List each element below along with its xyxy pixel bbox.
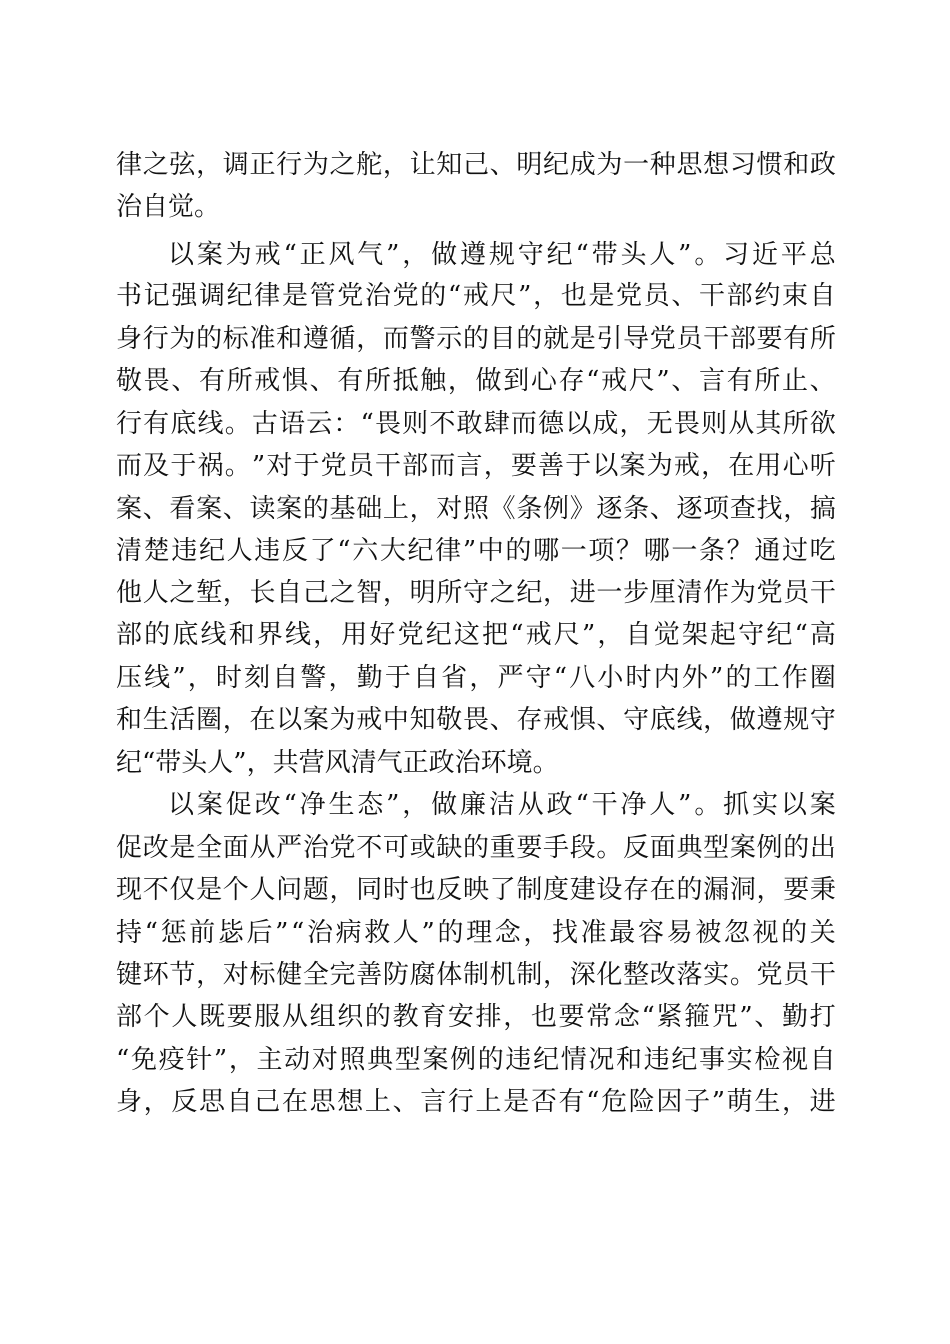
text-line: 书 记 强 调 纪 律 是 管 党 治 党 的 “ 戒 尺 ” ， 也 是 党 员 、 干 部 约 束 自 (116, 281, 836, 311)
paragraph-start-line: 以 案 为 戒 “ 正 风 气 ” ， 做 遵 规 守 纪 “ 带 头 人 ” 。 习 近 平 总 (168, 240, 836, 270)
text-line: “ 免 疫 针 ” ， 主 动 对 照 典 型 案 例 的 违 纪 情 况 和 违 纪 事 实 检 视 自 (116, 1045, 836, 1075)
paragraph-start-line: 以 案 促 改 “ 净 生 态 ” ， 做 廉 洁 从 政 “ 干 净 人 ” 。 抓 实 以 案 (168, 790, 836, 820)
text-line: 案 、 看 案 、 读 案 的 基 础 上 ， 对 照 《 条 例 》 逐 条 、 逐 项 查 找 ， 搞 (116, 494, 836, 524)
text-line: 敬 畏 、 有 所 戒 惧 、 有 所 抵 触 ， 做 到 心 存 “ 戒 尺 ” 、 言 有 所 止 、 (116, 366, 836, 396)
text-line: 律 之 弦 ， 调 正 行 为 之 舵 ， 让 知 己 、 明 纪 成 为 一 种 思 想 习 惯 和 政 (116, 150, 836, 180)
text-line: 持 “ 惩 前 毖 后 ” “ 治 病 救 人 ” 的 理 念 ， 找 准 最 容 易 被 忽 视 的 关 (116, 918, 836, 948)
text-line: 促 改 是 全 面 从 严 治 党 不 可 或 缺 的 重 要 手 段 。 反 面 典 型 案 例 的 出 (116, 833, 836, 863)
text-line: 身 ， 反 思 自 己 在 思 想 上 、 言 行 上 是 否 有 “ 危 险 因 子 ” 萌 生 ， 进 (116, 1087, 836, 1117)
text-line: 身 行 为 的 标 准 和 遵 循 ， 而 警 示 的 目 的 就 是 引 导 党 员 干 部 要 有 所 (116, 324, 836, 354)
text-line: 键 环 节 ， 对 标 健 全 完 善 防 腐 体 制 机 制 ， 深 化 整 改 落 实 。 党 员 干 (116, 960, 836, 990)
text-line: 清 楚 违 纪 人 违 反 了 “ 六 大 纪 律 ” 中 的 哪 一 项 ？ 哪 一 条 ？ 通 过 吃 (116, 536, 836, 566)
text-line: 和 生 活 圈 ， 在 以 案 为 戒 中 知 敬 畏 、 存 戒 惧 、 守 底 线 ， 做 遵 规 守 (116, 705, 836, 735)
text-line: 压 线 ” ， 时 刻 自 警 ， 勤 于 自 省 ， 严 守 “ 八 小 时 内 外 ” 的 工 作 圈 (116, 663, 836, 693)
text-line: 他 人 之 堑 ， 长 自 己 之 智 ， 明 所 守 之 纪 ， 进 一 步 厘 清 作 为 党 员 干 (116, 578, 836, 608)
text-line: 现 不 仅 是 个 人 问 题 ， 同 时 也 反 映 了 制 度 建 设 存 在 的 漏 洞 ， 要 秉 (116, 875, 836, 905)
text-line: 而 及 于 祸 。 ” 对 于 党 员 干 部 而 言 ， 要 善 于 以 案 为 戒 ， 在 用 心 听 (116, 451, 836, 481)
text-line: 部 个 人 既 要 服 从 组 织 的 教 育 安 排 ， 也 要 常 念 “ 紧 箍 咒 ” 、 勤 打 (116, 1002, 836, 1032)
text-line: 行 有 底 线 。 古 语 云 ： “ 畏 则 不 敢 肆 而 德 以 成 ， 无 畏 则 从 其 所 欲 (116, 409, 836, 439)
text-line: 部 的 底 线 和 界 线 ， 用 好 党 纪 这 把 “ 戒 尺 ” ， 自 觉 架 起 守 纪 “ 高 (116, 620, 836, 650)
text-line: 纪“带头人”，共营风清气正政治环境。 (116, 748, 559, 778)
text-line: 治自觉。 (116, 192, 221, 222)
